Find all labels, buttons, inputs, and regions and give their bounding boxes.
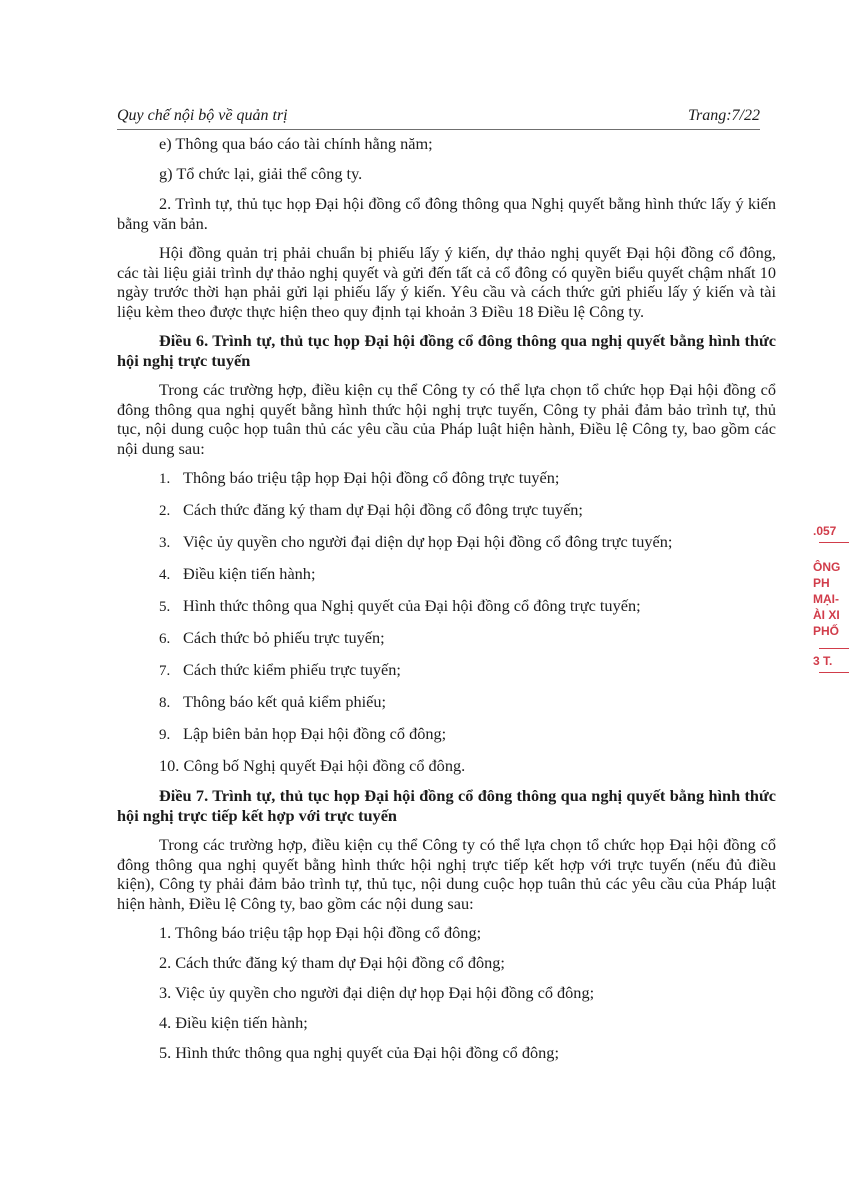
stamp-text: PHỐ [813,624,840,638]
list-item: 5. Hình thức thông qua Nghị quyết của Đại hội đồng cổ đông trực tuyến; [159,596,641,615]
list-item-e: e) Thông qua báo cáo tài chính hằng năm; [159,134,433,153]
list-item: 6. Cách thức bỏ phiếu trực tuyến; [159,628,385,647]
red-stamp-fragment [813,522,849,682]
list-item: 2. Cách thức đăng ký tham dự Đại hội đồng cổ đông trực tuyến; [159,500,583,519]
stamp-rule [819,648,849,649]
list-item: 5. Hình thức thông qua nghị quyết của Đại hội đồng cổ đông; [159,1043,559,1062]
stamp-rule [819,672,849,673]
stamp-text: ÔNG [813,560,841,574]
list-item: 3. Việc ủy quyền cho người đại diện dự họp Đại hội đồng cổ đông trực tuyến; [159,532,673,551]
header-title: Quy chế nội bộ về quản trị [117,107,288,124]
board-paragraph: Hội đồng quản trị phải chuẩn bị phiếu lấy ý kiến, dự thảo nghị quyết Đại hội đồng cổ đông, các tài liệu giải trình dự thảo nghị quyết và gửi đến tất cả cổ đông có quyền biểu quyết chậm nhất 10 ngày trước thời hạn phải gửi lại phiếu lấy ý kiến. Yêu cầu và cách thức gửi phiếu lấy ý kiến và tài liệu kèm theo được thực hiện theo quy định tại khoản 3 Điều 18 Điều lệ Công ty. [117,243,776,321]
section-2-paragraph: 2. Trình tự, thủ tục họp Đại hội đồng cổ đông thông qua Nghị quyết bằng hình thức lấy ý kiến bằng văn bản. [117,194,776,233]
stamp-text: 3 T. [813,654,833,668]
stamp-rule [819,542,849,543]
list-item-g: g) Tổ chức lại, giải thể công ty. [159,164,363,183]
article-7-heading: Điều 7. Trình tự, thủ tục họp Đại hội đồng cổ đông thông qua nghị quyết bằng hình thức hội nghị trực tiếp kết hợp với trực tuyến [117,786,776,825]
stamp-text: PH [813,576,830,590]
list-item: 2. Cách thức đăng ký tham dự Đại hội đồng cổ đông; [159,953,505,972]
list-item: 8. Thông báo kết quả kiểm phiếu; [159,692,387,711]
stamp-text: .057 [813,524,837,538]
list-item: 1. Thông báo triệu tập họp Đại hội đồng cổ đông; [159,923,482,942]
list-item: 4. Điều kiện tiến hành; [159,564,316,583]
list-item: 9. Lập biên bản họp Đại hội đồng cổ đông; [159,724,447,743]
page-header [117,106,760,130]
article-7-list [117,923,776,1063]
article-7-intro: Trong các trường hợp, điều kiện cụ thể Công ty có thể lựa chọn tổ chức họp Đại hội đồng cổ đông thông qua nghị quyết bằng hình thức hội nghị trực tiếp kết hợp với trực tuyến (nếu đủ điều kiện), Công ty phải đảm bảo trình tự, thủ tục, nội dung cuộc họp tuân thủ các yêu cầu của Pháp luật hiện hành, Điều lệ Công ty, bao gồm các nội dung sau: [117,835,776,913]
article-6-list [117,468,776,776]
document-body [117,134,776,1073]
list-item: 1. Thông báo triệu tập họp Đại hội đồng cổ đông trực tuyến; [159,468,560,487]
article-6-intro: Trong các trường hợp, điều kiện cụ thể Công ty có thể lựa chọn tổ chức họp Đại hội đồng cổ đông thông qua nghị quyết bằng hình thức hội nghị trực tuyến, Công ty phải đảm bảo trình tự, thủ tục, nội dung cuộc họp tuân thủ các yêu cầu của Pháp luật hiện hành, Điều lệ Công ty, bao gồm các nội dung sau: [117,380,776,458]
article-6-heading: Điều 6. Trình tự, thủ tục họp Đại hội đồng cổ đông thông qua nghị quyết bằng hình thức hội nghị trực tuyến [117,331,776,370]
stamp-text: ÀI XI [813,608,840,622]
stamp-text: MẠI- [813,592,839,606]
list-item: 4. Điều kiện tiến hành; [159,1013,308,1032]
list-item: 10. Công bố Nghị quyết Đại hội đồng cổ đông. [159,756,466,775]
list-item: 3. Việc ủy quyền cho người đại diện dự họp Đại hội đồng cổ đông; [159,983,595,1002]
list-item: 7. Cách thức kiểm phiếu trực tuyến; [159,660,401,679]
page-number: Trang:7/22 [687,107,760,124]
